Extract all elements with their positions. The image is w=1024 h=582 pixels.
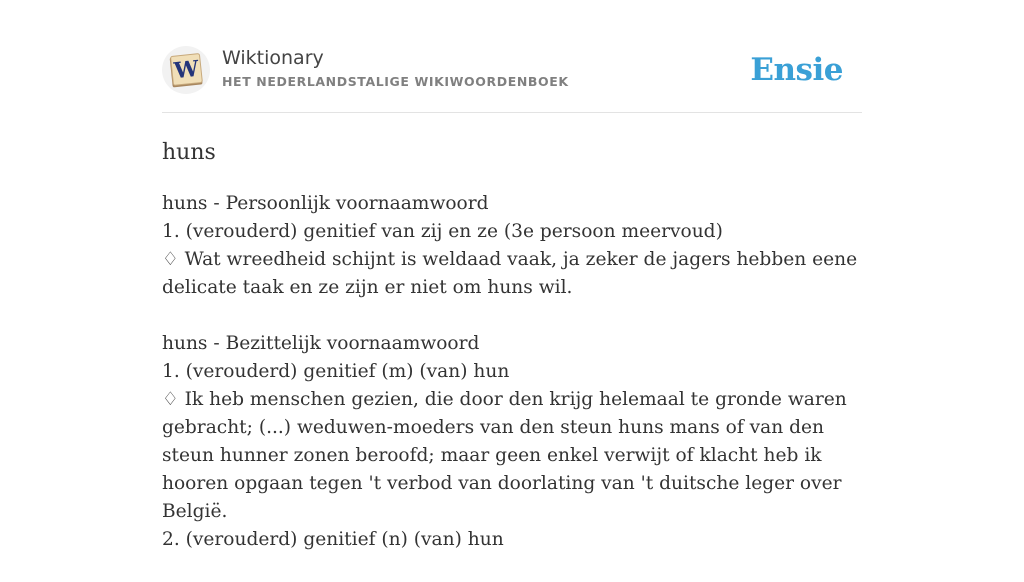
entry-heading: huns - Bezittelijk voornaamwoord [162, 333, 480, 354]
entry-personal-pronoun [162, 190, 862, 302]
site-tagline: HET NEDERLANDSTALIGE WIKIWOORDENBOEK [222, 74, 569, 89]
site-name[interactable]: Wiktionary [222, 47, 324, 69]
wiktionary-logo-icon[interactable] [162, 46, 210, 94]
page-container [162, 0, 862, 550]
entry-possessive-pronoun [162, 330, 862, 554]
ensie-brand-logo[interactable]: Ensie [750, 52, 843, 88]
page-title: huns [162, 140, 216, 165]
site-header [162, 0, 862, 113]
definition-line: 1. (verouderd) genitief van zij en ze (3e persoon meervoud) [162, 221, 723, 242]
definition-line: 2. (verouderd) genitief (n) (van) hun [162, 529, 504, 550]
definition-line: 1. (verouderd) genitief (m) (van) hun [162, 361, 510, 382]
logo-letter: W [172, 55, 201, 85]
entry-heading: huns - Persoonlijk voornaamwoord [162, 193, 489, 214]
example-line: ♢ Wat wreedheid schijnt is weldaad vaak, ja zeker de jagers hebben eene delicate taak en ze zijn er niet om huns wil. [162, 249, 858, 298]
definition-content [162, 190, 862, 582]
example-line: ♢ Ik heb menschen gezien, die door den krijg helemaal te gronde waren gebracht; (...) weduwen-moeders van den steun huns mans of van den steun hunner zonen beroofd; maar geen enkel verwijt of klacht heb ik hooren opgaan tegen 't verbod van doorlating van 't duitsche leger over België. [162, 389, 847, 522]
